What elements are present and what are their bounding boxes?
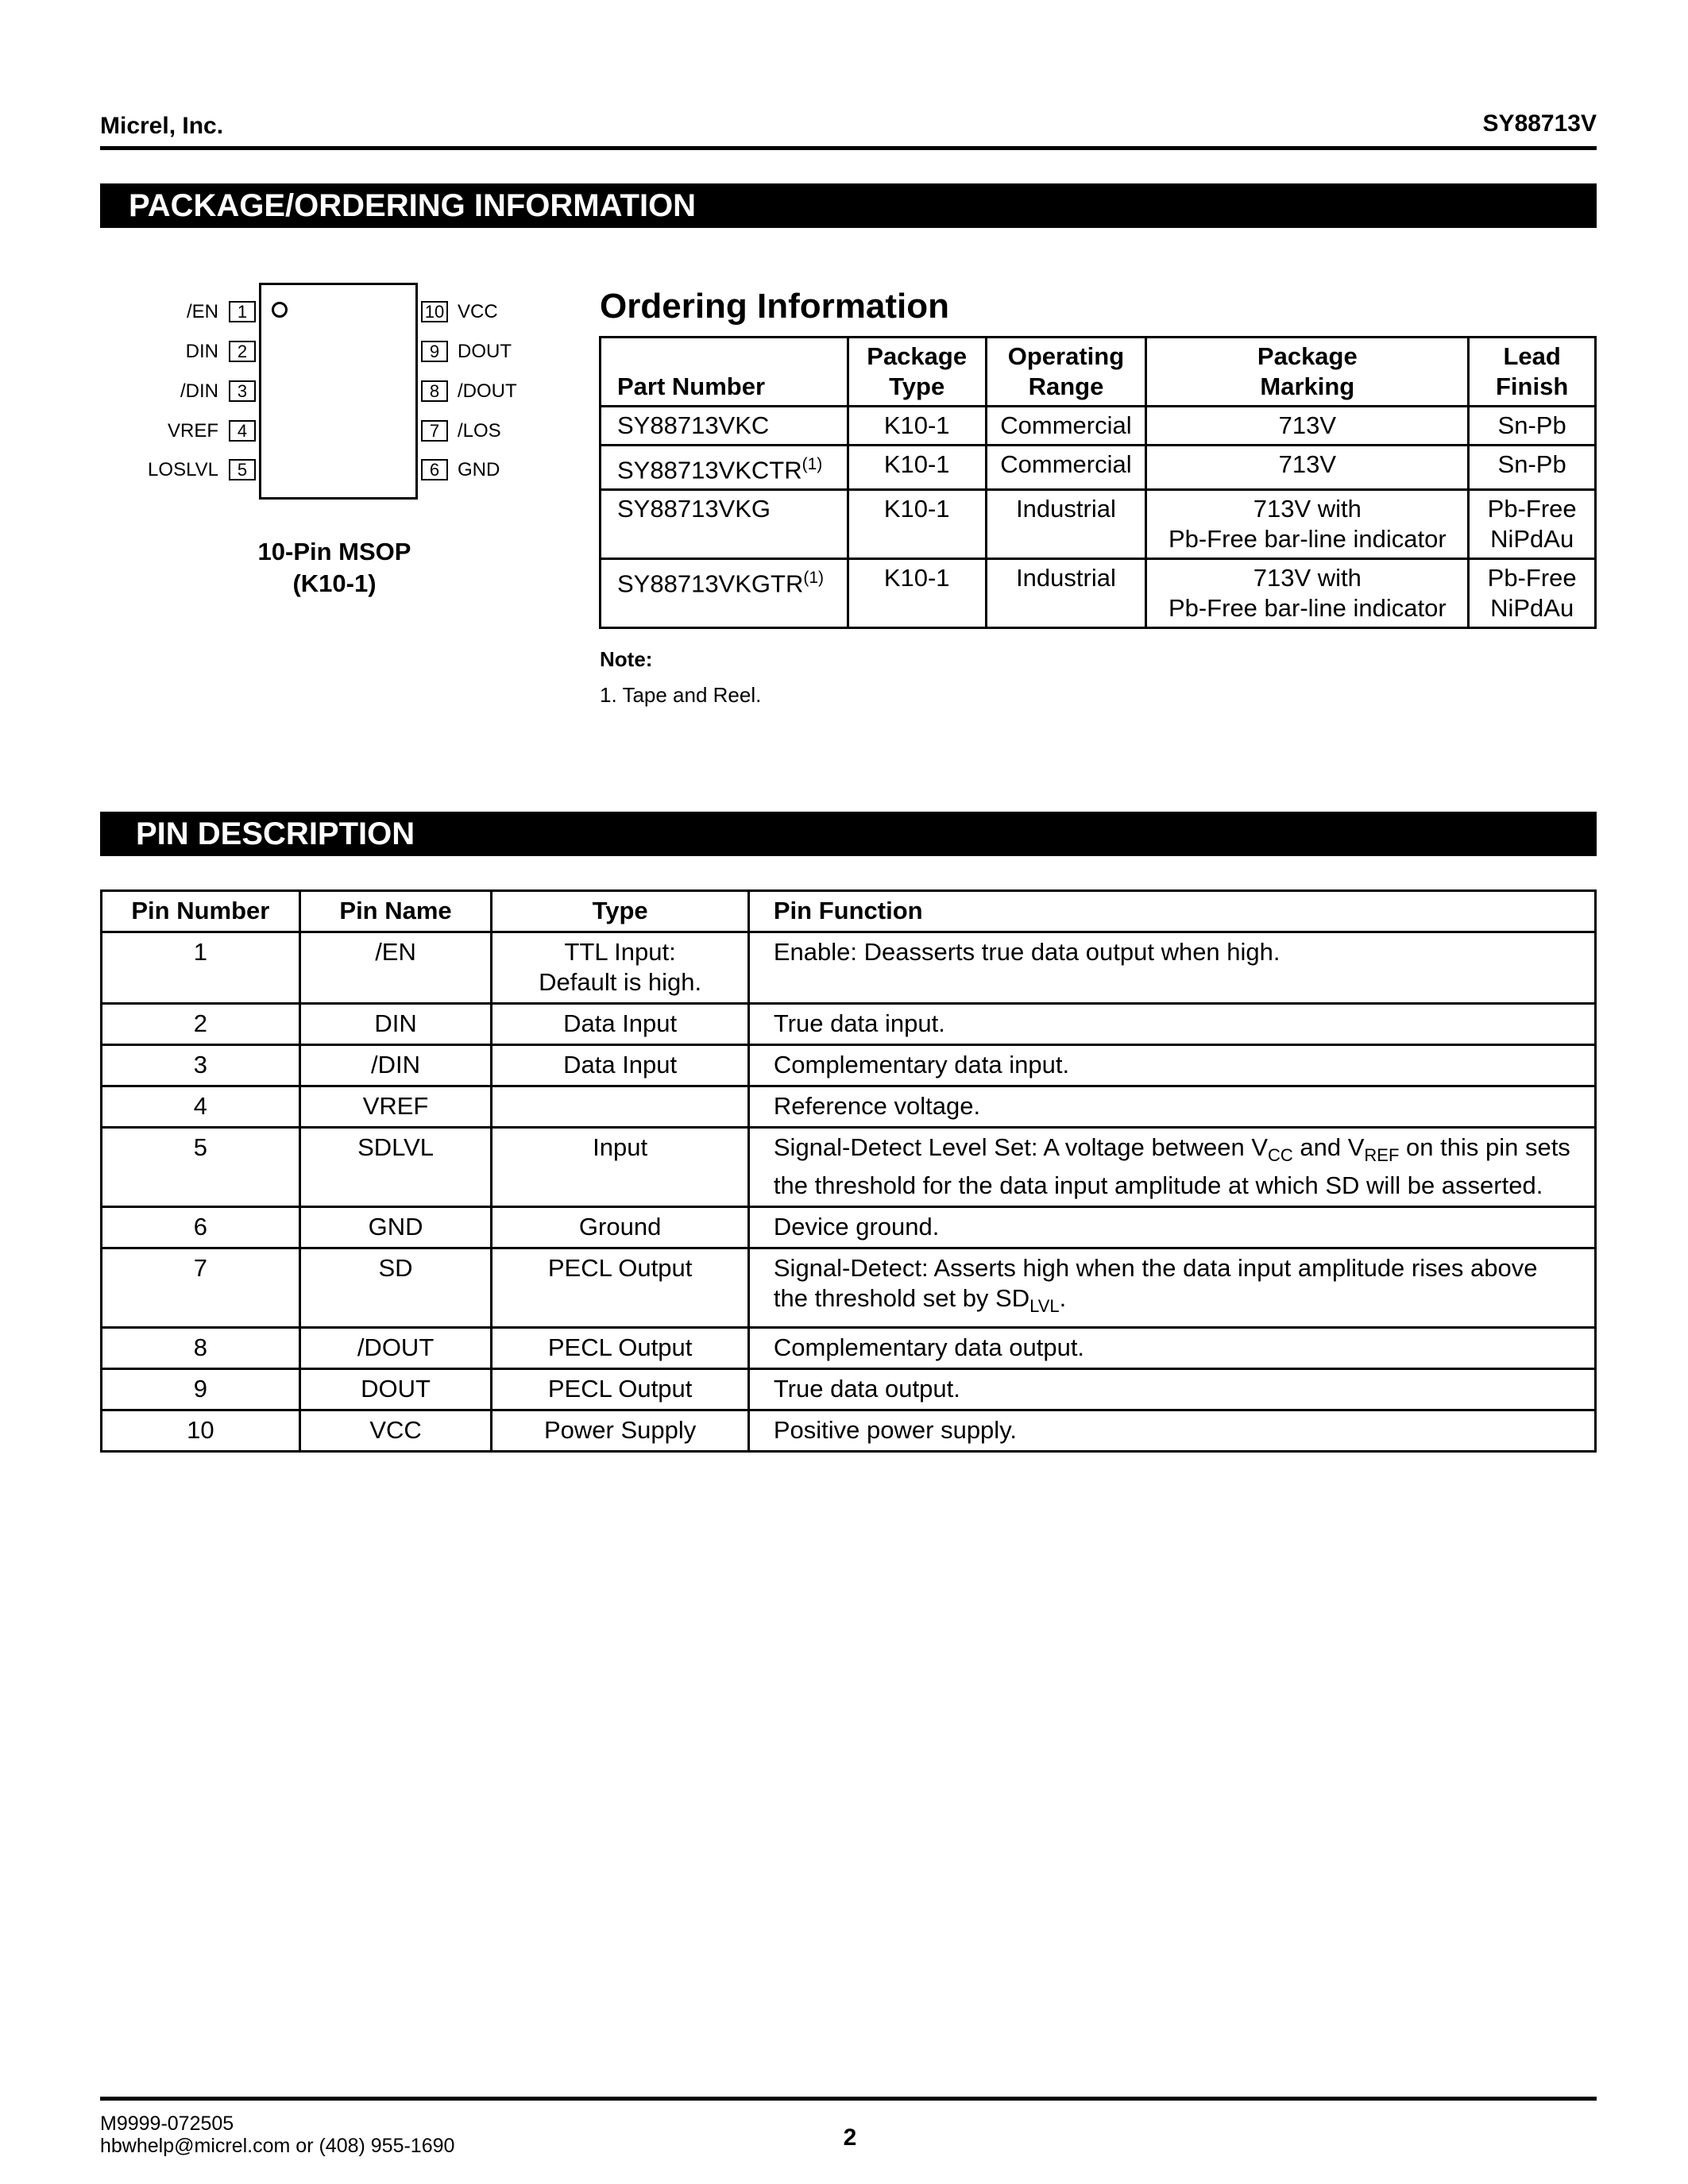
table-row: [601, 559, 1596, 628]
pin-number-cell: 8: [102, 1328, 300, 1369]
lead-finish-cell: Pb-Free NiPdAu: [1469, 559, 1596, 628]
col-type: Type: [492, 891, 749, 932]
pin-function-cell: Enable: Deasserts true data output when high.: [748, 932, 1595, 1004]
ordering-title: Ordering Information: [600, 287, 949, 326]
col-package-type: Package Type: [848, 338, 986, 407]
pin-number-cell: 1: [102, 932, 300, 1004]
table-row: [601, 446, 1596, 490]
pin-name-cell: GND: [299, 1207, 492, 1248]
pin-header-row: [102, 891, 1596, 932]
pin-label-left: LOSLVL: [148, 459, 218, 480]
lead-finish-cell: Sn-Pb: [1469, 446, 1596, 490]
pin-function-cell: Complementary data input.: [748, 1045, 1595, 1086]
pin-number-cell: 3: [102, 1045, 300, 1086]
pin-number-box: 6: [421, 459, 448, 480]
pin-type-cell: PECL Output: [492, 1328, 749, 1369]
package-marking-cell: 713V with Pb-Free bar-line indicator: [1146, 490, 1469, 559]
operating-range-cell: Commercial: [986, 407, 1146, 446]
pin-number-box: 5: [229, 459, 256, 480]
pin-label-left: DIN: [185, 341, 218, 362]
table-row: [102, 1410, 1596, 1452]
pin-type-cell: Power Supply: [492, 1410, 749, 1452]
pin-description-table: [100, 889, 1597, 1453]
col-pin-function: Pin Function: [748, 891, 1595, 932]
pin-label-right: VCC: [458, 301, 498, 322]
ordering-table: [599, 336, 1597, 629]
note-heading: Note:: [600, 647, 653, 671]
table-row: [102, 1004, 1596, 1045]
col-package-marking: Package Marking: [1146, 338, 1469, 407]
pin-type-cell: TTL Input: Default is high.: [492, 932, 749, 1004]
footnote-ref: (1): [803, 569, 825, 588]
operating-range-cell: Commercial: [986, 446, 1146, 490]
pin-number-cell: 7: [102, 1248, 300, 1328]
table-row: [102, 932, 1596, 1004]
part-number-cell: SY88713VKCTR$^{(1)}$: [601, 446, 848, 490]
company-name: Micrel, Inc.: [100, 113, 224, 139]
pin-name-cell: DIN: [299, 1004, 492, 1045]
pin-label-left: /EN: [186, 301, 218, 322]
pin-function-cell: Reference voltage.: [748, 1086, 1595, 1128]
table-row: [102, 1328, 1596, 1369]
pin-number-box: 9: [421, 341, 448, 362]
col-pin-name: Pin Name: [299, 891, 492, 932]
pin-label-right: GND: [458, 459, 500, 480]
pin-type-cell: Input: [492, 1128, 749, 1207]
pin-function-cell: Signal-Detect Level Set: A voltage between $V_{CC}$ and $V_{REF}$ on this pin sets the threshold for the data input amplitude at which SD will be asserted.: [748, 1128, 1595, 1207]
package-marking-cell: 713V: [1146, 446, 1469, 490]
table-row: [102, 1128, 1596, 1207]
contact-info: hbwhelp@micrel.com or (408) 955-1690: [100, 2135, 455, 2157]
pin-number-cell: 2: [102, 1004, 300, 1045]
operating-range-cell: Industrial: [986, 490, 1146, 559]
pin-number-box: 3: [229, 380, 256, 402]
table-row: [102, 1248, 1596, 1328]
pin-number-cell: 10: [102, 1410, 300, 1452]
package-code: (K10-1): [292, 569, 377, 597]
pin-number-cell: 9: [102, 1369, 300, 1410]
section-title-package: PACKAGE/ORDERING INFORMATION: [100, 183, 1597, 228]
pin-label-right: /DOUT: [458, 380, 517, 402]
pin-label-left: VREF: [167, 420, 218, 442]
pin-name-cell: DOUT: [299, 1369, 492, 1410]
pin-number-box: 7: [421, 420, 448, 442]
pin-function-cell: Positive power supply.: [748, 1410, 1595, 1452]
footnote-ref: (1): [802, 455, 823, 473]
pin-name-cell: /EN: [299, 932, 492, 1004]
package-type-cell: K10-1: [848, 559, 986, 628]
pin-number-cell: 5: [102, 1128, 300, 1207]
pin-function-cell: Complementary data output.: [748, 1328, 1595, 1369]
col-pin-number: Pin Number: [102, 891, 300, 932]
col-lead-finish: Lead Finish: [1469, 338, 1596, 407]
lead-finish-cell: Sn-Pb: [1469, 407, 1596, 446]
table-row: [102, 1045, 1596, 1086]
table-row: [601, 490, 1596, 559]
table-row: [601, 407, 1596, 446]
col-operating-range: Operating Range: [986, 338, 1146, 407]
table-row: [102, 1207, 1596, 1248]
part-number-cell: SY88713VKC: [601, 407, 848, 446]
package-marking-cell: 713V with Pb-Free bar-line indicator: [1146, 559, 1469, 628]
pin-function-cell: True data input.: [748, 1004, 1595, 1045]
part-number-cell: SY88713VKGTR$^{(1)}$: [601, 559, 848, 628]
pin-type-cell: Ground: [492, 1207, 749, 1248]
part-number-cell: SY88713VKG: [601, 490, 848, 559]
pin-number-box: 4: [229, 420, 256, 442]
pin-type-cell: PECL Output: [492, 1369, 749, 1410]
table-row: [102, 1369, 1596, 1410]
footer-rule: [100, 2097, 1597, 2101]
pin-function-cell: Signal-Detect: Asserts high when the data input amplitude rises above the threshold set by $SD_{LVL}$.: [748, 1248, 1595, 1328]
part-number-header: SY88713V: [1482, 110, 1597, 137]
pin-number-box: 10: [421, 301, 448, 322]
pin1-indicator-icon: [272, 302, 288, 318]
package-type-cell: K10-1: [848, 446, 986, 490]
pin-number-box: 1: [229, 301, 256, 322]
page-number: 2: [843, 2124, 857, 2151]
table-row: [102, 1086, 1596, 1128]
pin-label-right: /LOS: [458, 420, 501, 442]
pin-type-cell: PECL Output: [492, 1248, 749, 1328]
pin-name-cell: VCC: [299, 1410, 492, 1452]
section-title-pin-description: PIN DESCRIPTION: [100, 812, 1597, 856]
operating-range-cell: Industrial: [986, 559, 1146, 628]
pin-number-box: 2: [229, 341, 256, 362]
pin-number-cell: 6: [102, 1207, 300, 1248]
pin-name-cell: /DIN: [299, 1045, 492, 1086]
pin-name-cell: VREF: [299, 1086, 492, 1128]
package-type-cell: K10-1: [848, 407, 986, 446]
pin-number-cell: 4: [102, 1086, 300, 1128]
pin-type-cell: [492, 1086, 749, 1128]
pin-name-cell: SDLVL: [299, 1128, 492, 1207]
document-number: M9999-072505: [100, 2113, 234, 2135]
pin-type-cell: Data Input: [492, 1045, 749, 1086]
pin-label-left: /DIN: [180, 380, 218, 402]
header-rule: [100, 146, 1597, 150]
pin-label-right: DOUT: [458, 341, 512, 362]
pin-function-cell: True data output.: [748, 1369, 1595, 1410]
pin-type-cell: Data Input: [492, 1004, 749, 1045]
package-marking-cell: 713V: [1146, 407, 1469, 446]
pin-function-cell: Device ground.: [748, 1207, 1595, 1248]
pin-number-box: 8: [421, 380, 448, 402]
package-type-cell: K10-1: [848, 490, 986, 559]
ordering-header-row: [601, 338, 1596, 407]
note-item: 1. Tape and Reel.: [600, 683, 762, 707]
pin-name-cell: SD: [299, 1248, 492, 1328]
lead-finish-cell: Pb-Free NiPdAu: [1469, 490, 1596, 559]
package-caption: 10-Pin MSOP: [257, 538, 411, 565]
col-part-number: Part Number: [601, 338, 848, 407]
pin-name-cell: /DOUT: [299, 1328, 492, 1369]
